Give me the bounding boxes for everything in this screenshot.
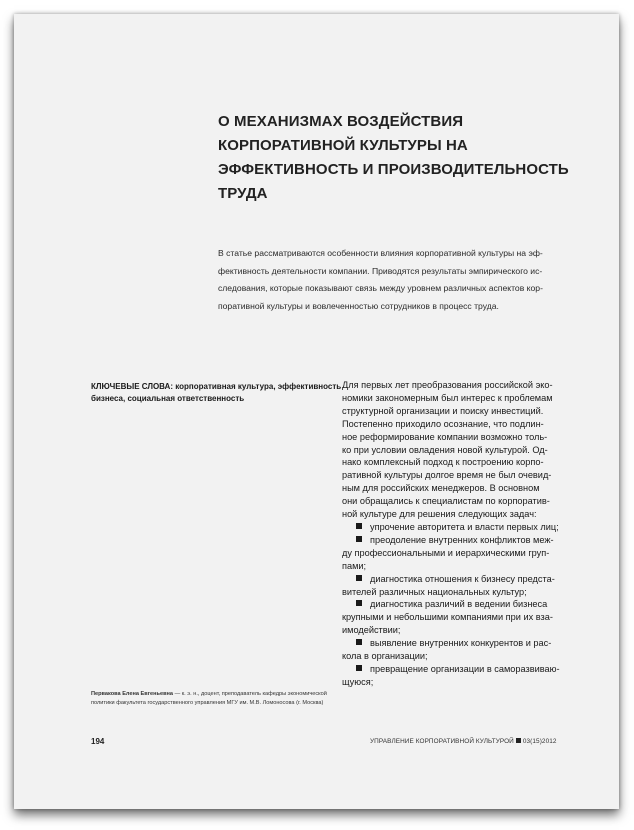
abstract-line: следования, которые показывают связь между уровнем различных аспектов кор-	[218, 283, 543, 294]
body-line	[342, 405, 604, 418]
keywords-line: бизнеса, социальная ответственность	[91, 394, 245, 403]
running-footer	[370, 738, 557, 745]
body-line	[342, 469, 604, 482]
body-line	[342, 379, 604, 392]
title-line: КОРПОРАТИВНОЙ КУЛЬТУРЫ НА	[218, 137, 468, 154]
bullet-list-item	[342, 663, 604, 676]
author-info	[91, 690, 351, 708]
line-text: ным для российских менеджеров. В основном	[342, 483, 540, 494]
author-credentials: — к. э. н., доцент, преподаватель кафедры экономической	[173, 691, 327, 697]
body-line	[342, 560, 604, 573]
journal-page	[14, 14, 619, 809]
line-text: выявление внутренних конкурентов и рас-	[370, 638, 552, 649]
body-line	[342, 392, 604, 405]
body-line	[342, 418, 604, 431]
square-bullet-icon	[356, 575, 362, 581]
body-line	[342, 431, 604, 444]
line-text: вителей различных национальных культур;	[342, 586, 527, 597]
abstract-line: фективность деятельности компании. Приводятся результаты эмпирического ис-	[218, 265, 543, 276]
square-bullet-icon	[356, 639, 362, 645]
square-bullet-icon	[356, 536, 362, 542]
line-text: ко при условии овладения новой культурой. Од-	[342, 444, 548, 455]
abstract-line: поративной культуры и вовлеченностью сотрудников в процесс труда.	[218, 300, 499, 311]
title-line: ЭФФЕКТИВНОСТЬ И ПРОИЗВОДИТЕЛЬНОСТЬ	[218, 161, 569, 178]
body-line	[342, 547, 604, 560]
body-line	[342, 456, 604, 469]
line-text: они обращались к специалистам по корпоратив-	[342, 496, 550, 507]
square-separator-icon	[516, 738, 521, 743]
line-text: кола в организации;	[342, 651, 428, 662]
line-text: превращение организации в саморазвиваю-	[370, 663, 560, 674]
square-bullet-icon	[356, 600, 362, 606]
line-text: Для первых лет преобразования российской эко-	[342, 380, 553, 390]
bullet-list-item	[342, 521, 604, 534]
body-line	[342, 444, 604, 457]
keywords-block	[91, 381, 341, 405]
body-text-column	[342, 379, 604, 689]
body-line	[342, 611, 604, 624]
line-text: структурной организации и поиску инвестиций.	[342, 405, 544, 416]
issue-number: 03(15)2012	[522, 738, 557, 745]
square-bullet-icon	[356, 523, 362, 529]
line-text: диагностика отношения к бизнесу предста-	[370, 573, 555, 584]
body-line	[342, 586, 604, 599]
page-number: 194	[91, 737, 105, 746]
line-text: щуюся;	[342, 676, 374, 687]
line-text: номики закономерным был интерес к проблемам	[342, 392, 553, 403]
bullet-list-item	[342, 534, 604, 547]
line-text: ное реформирование компании возможно толь-	[342, 431, 548, 442]
title-line: О МЕХАНИЗМАХ ВОЗДЕЙСТВИЯ	[218, 113, 464, 130]
bullet-list-item	[342, 598, 604, 611]
line-text: преодоление внутренних конфликтов меж-	[370, 534, 554, 545]
line-text: имодействии;	[342, 625, 401, 636]
line-text: упрочение авторитета и власти первых лиц;	[370, 521, 559, 532]
author-name: Первакова Елена Евгеньевна	[91, 691, 174, 697]
line-text: крупными и небольшими компаниями при их вза-	[342, 612, 553, 623]
line-text: ративной культуры долгое время не был очевид-	[342, 470, 552, 481]
square-bullet-icon	[356, 665, 362, 671]
body-line	[342, 650, 604, 663]
line-text: ду профессиональными и иерархическими груп-	[342, 547, 550, 558]
article-title	[218, 110, 598, 206]
keywords-line: КЛЮЧЕВЫЕ СЛОВА: корпоративная культура, эффективность	[91, 382, 342, 391]
line-text: нако комплексный подход к построению корпо-	[342, 457, 544, 468]
line-text: диагностика различий в ведении бизнеса	[370, 599, 548, 610]
body-line	[342, 676, 604, 689]
body-line	[342, 482, 604, 495]
body-line	[342, 495, 604, 508]
bullet-list-item	[342, 637, 604, 650]
abstract-line: В статье рассматриваются особенности влияния корпоративной культуры на эф-	[218, 248, 543, 258]
author-line-1	[91, 690, 351, 699]
body-line	[342, 624, 604, 637]
line-text: Постепенно приходило осознание, что подлин-	[342, 418, 544, 429]
title-line: ТРУДА	[218, 185, 268, 202]
line-text: пами;	[342, 560, 367, 571]
author-line-2: политики факультета государственного управления МГУ им. М.В. Ломоносова (г. Москва)	[91, 700, 324, 706]
article-abstract	[218, 245, 594, 315]
journal-name: УПРАВЛЕНИЕ КОРПОРАТИВНОЙ КУЛЬТУРОЙ	[370, 738, 514, 745]
line-text: ной культуре для решения следующих задач:	[342, 509, 537, 520]
body-line	[342, 508, 604, 521]
bullet-list-item	[342, 573, 604, 586]
